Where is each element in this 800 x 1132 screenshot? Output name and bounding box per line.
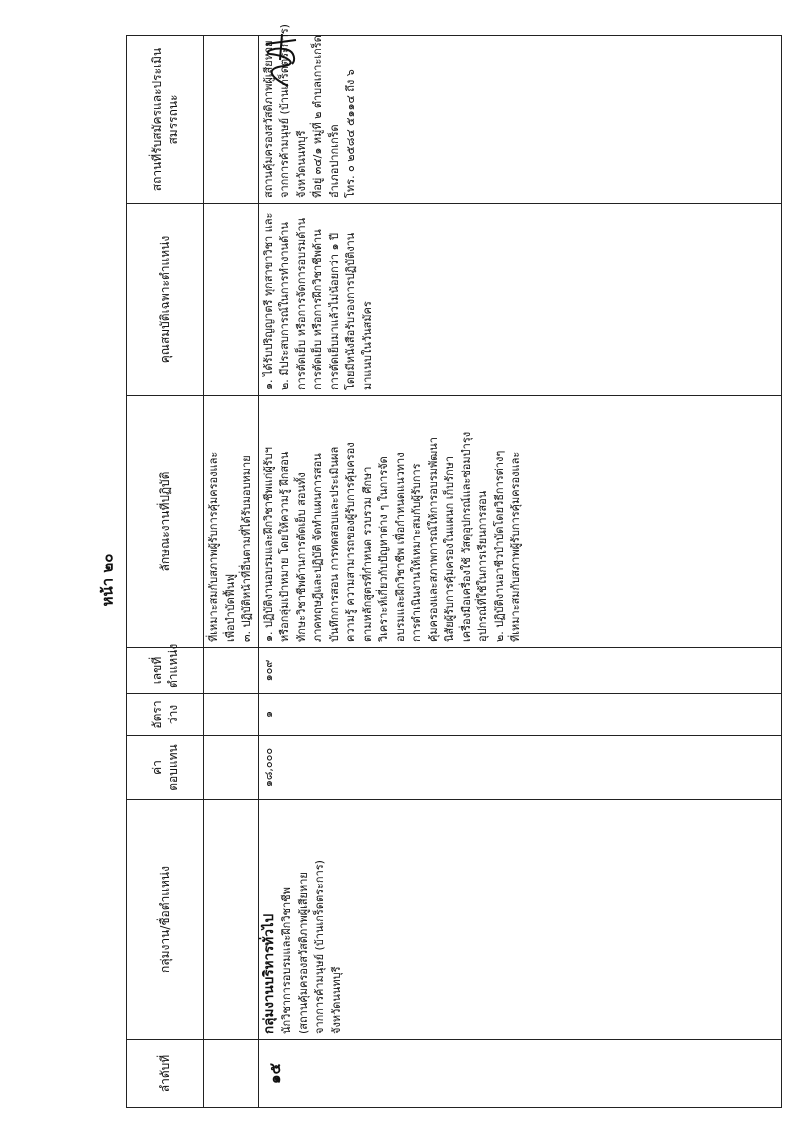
row-position-cell <box>258 800 782 1040</box>
group-title: กลุ่มงานบริหารทั่วไป <box>260 913 277 1034</box>
duty-line: ที่เหมาะสมกับสภาพผู้รับการคุ้มครองและ <box>509 451 522 642</box>
duty-line: เครื่องมือเครื่องใช้ วัสดุอุปกรณ์และซ่อมบำรุง <box>459 431 473 642</box>
handwritten-signature <box>258 30 302 90</box>
duty-line: ๓. ปฏิบัติหน้าที่อื่นตามที่ได้รับมอบหมาย <box>240 455 253 642</box>
qualification-line: การตัดเย็บ หรือการจัดการอบรมด้าน <box>294 217 308 390</box>
qualification-line: ๑. ได้รับปริญญาตรี ทุกสาขาวิชา และ <box>261 212 275 390</box>
recruitment-table-sheet <box>126 24 782 1108</box>
duty-line: เพื่อบำบัดฟื้นฟู <box>223 574 237 642</box>
table-header-row <box>127 36 204 1108</box>
header-duties: ลักษณะงานที่ปฏิบัติ <box>127 396 204 648</box>
row-salary: ๑๘,๐๐๐ <box>258 736 782 800</box>
duty-line: วิเคราะห์เกี่ยวกับปัญหาต่าง ๆ ในการจัด <box>377 456 390 642</box>
venue-line: อำเภอปากเกร็ด <box>327 124 341 198</box>
duty-line: ๒. ปฏิบัติงานอาชีวบำบัดโดยวิธีการต่างๆ <box>492 450 506 642</box>
cell-empty <box>204 204 259 396</box>
carry-over-row <box>204 36 259 1108</box>
header-salary: ค่าตอบแทน <box>127 736 204 800</box>
carry-over-duties <box>204 396 259 648</box>
page-number-label: หน้า ๒๐ <box>98 553 116 607</box>
duty-line: อบรมและฝึกวิชาชีพ เพื่อกำหนดแนวทาง <box>393 452 407 642</box>
duty-line: ตามหลักสูตรที่กำหนด รวบรวม ศึกษา <box>360 466 374 642</box>
duty-line: ความรู้ ความสามารถของผู้รับการคุ้มครอง <box>344 442 357 642</box>
page-number <box>92 540 122 620</box>
header-vacancy: อัตราว่าง <box>127 694 204 736</box>
qualification-line: การตัดเย็บ หรือการฝึกวิชาชีพด้าน <box>311 229 324 390</box>
cell-empty <box>204 736 259 800</box>
row-seq-cell <box>258 1040 782 1108</box>
cell-empty <box>204 36 259 204</box>
duty-line: ที่เหมาะสมกับสภาพผู้รับการคุ้มครองและ <box>207 451 220 642</box>
header-venue: สถานที่รับสมัครและประเมินสมรรถนะ <box>127 36 204 204</box>
header-position: กลุ่มงาน/ชื่อตำแหน่ง <box>127 800 204 1040</box>
qualification-line: การตัดเย็บมาแล้วไม่น้อยกว่า ๑ ปี <box>327 233 341 390</box>
duty-line: นิสัยผู้รับการคุ้มครองในแผนก เก็บรักษา <box>443 455 456 642</box>
row-qualifications-cell <box>258 204 782 396</box>
cell-empty <box>204 694 259 736</box>
duty-line: ๑. ปฏิบัติงานอบรมและฝึกวิชาชีพแก่ผู้รับฯ <box>261 447 275 642</box>
duty-line: คุ้มครองและสภาพการณ์ให้การอบรมพัฒนา <box>426 437 440 642</box>
recruitment-table <box>126 24 782 1108</box>
position-line: นักวิชาการอบรมและฝึกวิชาชีพ <box>280 887 293 1034</box>
row-seq: ๑๕ <box>265 1063 284 1084</box>
venue-line: โทร. ๐ ๒๕๘๔ ๕๑๑๔ ถึง ๖ <box>344 69 357 198</box>
row-vacancy: ๑ <box>258 694 782 736</box>
qualification-line: โดยมีหนังสือรับรองการปฏิบัติงาน <box>344 232 357 390</box>
duty-line: การดำเนินงานให้เหมาะสมกับผู้รับการ <box>410 463 423 642</box>
cell-empty <box>204 1040 259 1108</box>
position-line: (สถานคุ้มครองสวัสดิภาพผู้เสียหาย <box>296 872 310 1034</box>
duty-line: ภาคทฤษฎีและปฏิบัติ จัดทำแผนการสอน <box>311 453 324 642</box>
header-position-no: เลขที่ตำแหน่ง <box>127 648 204 694</box>
position-line: จากการค้ามนุษย์ (บ้านเกร็ดตระการ) <box>313 860 326 1034</box>
duty-line: บันทึกการสอน การทดสอบและประเมินผล <box>327 446 341 642</box>
duty-line: อุปกรณ์ที่ใช้ในการเรียนการสอน <box>476 490 489 642</box>
venue-line: จากการค้ามนุษย์ (บ้านเกร็ดตระการ) <box>278 24 291 198</box>
venue-line: ที่อยู่ ๓๔/๑ หมู่ที่ ๒ ตำบลเกาะเกร็ด <box>311 35 324 198</box>
venue-line: สถานคุ้มครองสวัสดิภาพผู้เสียหาย <box>261 40 275 198</box>
row-duties-cell <box>258 396 782 648</box>
row-position-no: ๑๐๙ <box>258 648 782 694</box>
venue-line: จังหวัดนนทบุรี <box>294 130 308 198</box>
row-venue-cell <box>258 24 782 204</box>
qualification-line: ๒. มีประสบการณ์ในการทำงานด้าน <box>278 222 291 390</box>
cell-empty <box>204 648 259 694</box>
table-row <box>258 36 782 1108</box>
qualification-line: มาแนบในวันสมัคร <box>360 301 374 390</box>
header-seq: ลำดับที่ <box>127 1040 204 1108</box>
duty-line: หรือกลุ่มเป้าหมาย โดยให้ความรู้ ฝึกสอน <box>278 451 291 642</box>
duty-line: ทักษะวิชาชีพด้านการตัดเย็บ สอนทั้ง <box>294 472 308 642</box>
cell-empty <box>204 800 259 1040</box>
header-qualifications: คุณสมบัติเฉพาะตำแหน่ง <box>127 204 204 396</box>
position-line: จังหวัดนนทบุรี <box>329 966 343 1034</box>
